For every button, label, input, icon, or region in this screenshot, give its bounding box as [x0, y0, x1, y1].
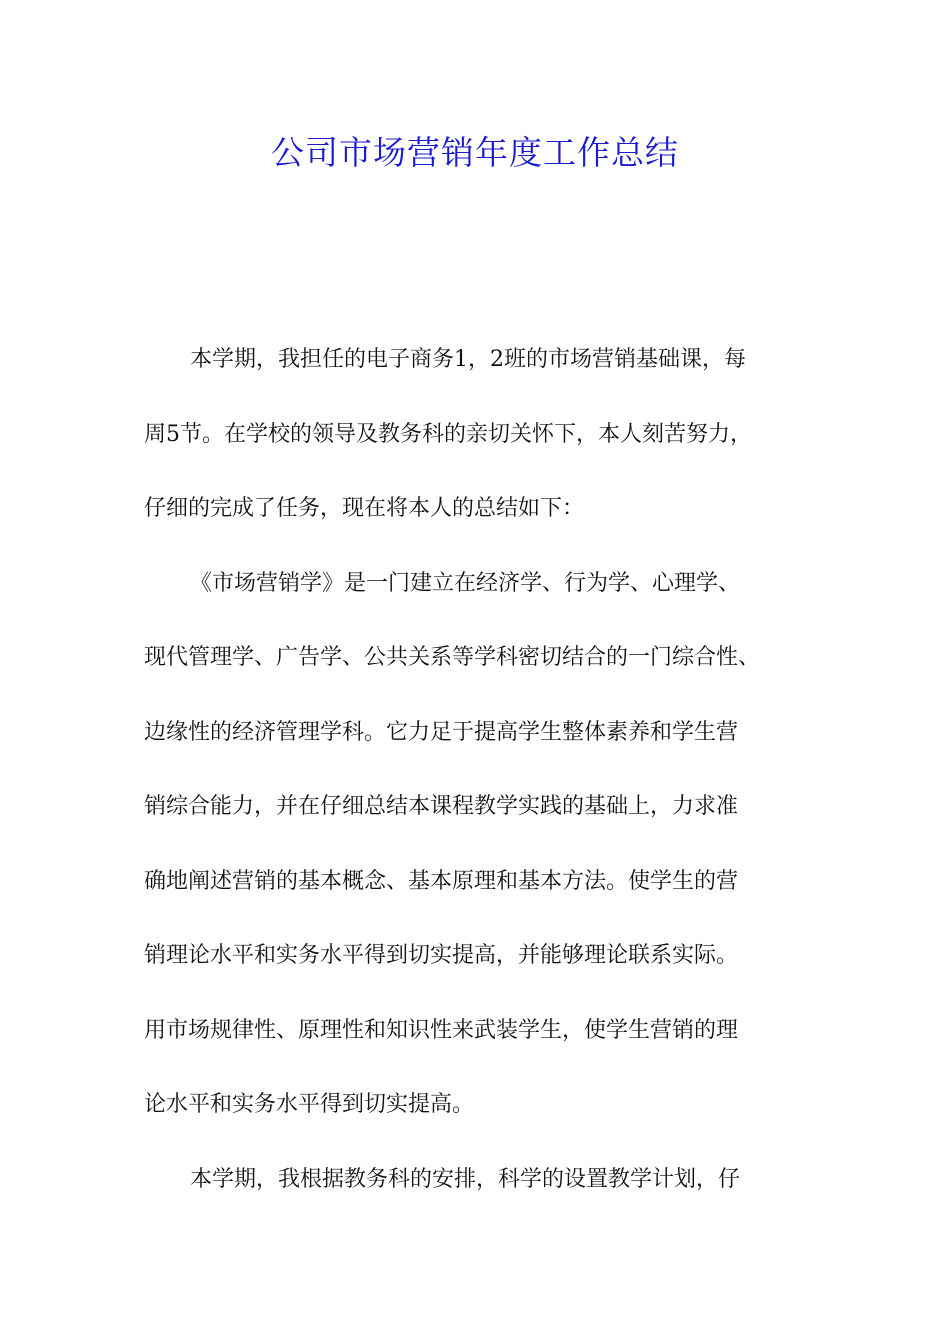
paragraph-line: 确地阐述营销的基本概念、基本原理和基本方法。使学生的营 [144, 868, 739, 894]
paragraph-line: 用市场规律性、原理性和知识性来武装学生，使学生营销的理 [144, 1017, 739, 1043]
paragraph-line: 本学期，我担任的电子商务1，2班的市场营销基础课，每 [190, 347, 746, 372]
paragraph-line: 《市场营销学》是一门建立在经济学、行为学、心理学、 [190, 570, 741, 596]
paragraph-line: 周5节。在学校的领导及教务科的亲切关怀下，本人刻苦努力， [144, 421, 752, 447]
document-title: 公司市场营销年度工作总结 [271, 133, 679, 172]
paragraph-line: 边缘性的经济管理学科。它力足于提高学生整体素养和学生营 [144, 719, 739, 745]
paragraph-line: 销综合能力，并在仔细总结本课程教学实践的基础上，力求准 [144, 794, 739, 819]
document-body [144, 337, 834, 1231]
paragraph-line: 论水平和实务水平得到切实提高。 [144, 1092, 475, 1117]
paragraph-line: 销理论水平和实务水平得到切实提高，并能够理论联系实际。 [144, 943, 739, 968]
paragraph-line: 仔细的完成了任务，现在将本人的总结如下： [144, 496, 585, 521]
paragraph-line: 本学期，我根据教务科的安排，科学的设置教学计划，仔 [190, 1166, 741, 1192]
paragraph-line: 现代管理学、广告学、公共关系等学科密切结合的一门综合性、 [144, 645, 761, 670]
